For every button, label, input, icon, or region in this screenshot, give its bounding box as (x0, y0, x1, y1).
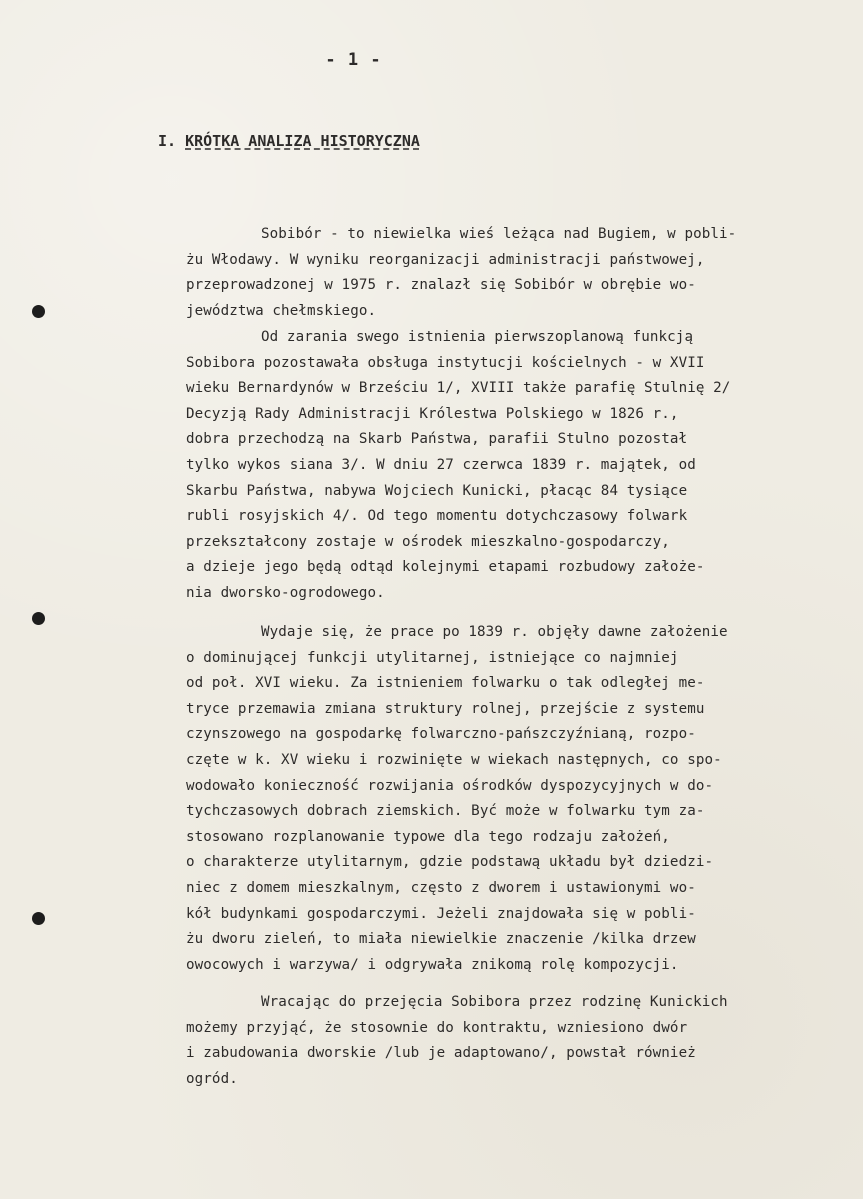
text-line: Wracając do przejęcia Sobibora przez rodzinę Kunickich (261, 994, 728, 1010)
text-line: ogród. (186, 1070, 238, 1087)
text-line: czynszowego na gospodarkę folwarczno-pańszczyźnianą, rozpo- (186, 726, 696, 743)
punch-hole-mark (32, 305, 45, 318)
text-line: Od zarania swego istnienia pierwszoplanową funkcją (261, 329, 694, 345)
text-line: niec z domem mieszkalnym, często z dworem i ustawionymi wo- (186, 879, 696, 896)
punch-hole-mark (32, 912, 45, 925)
text-line: o dominującej funkcji utylitarnej, istniejące co najmniej (186, 649, 679, 666)
section-heading (158, 132, 420, 150)
text-line: od poł. XVI wieku. Za istnieniem folwarku o tak odległej me- (186, 675, 705, 692)
text-line: kół budynkami gospodarczymi. Jeżeli znajdowała się w pobli- (186, 905, 696, 922)
text-line: żu dworu zieleń, to miała niewielkie znaczenie /kilka drzew (186, 931, 696, 948)
paragraph (186, 222, 846, 324)
paragraph (186, 325, 846, 607)
text-line: a dzieje jego będą odtąd kolejnymi etapami rozbudowy założe- (186, 559, 705, 576)
text-line: nia dworsko-ogrodowego. (186, 584, 385, 601)
text-line: przekształcony zostaje w ośrodek mieszkalno-gospodarczy, (186, 533, 670, 550)
text-line: owocowych i warzywa/ i odgrywała znikomą rolę kompozycji. (186, 956, 679, 973)
text-line: dobra przechodzą na Skarb Państwa, parafii Stulno pozostał (186, 431, 688, 448)
text-line: przeprowadzonej w 1975 r. znalazł się Sobibór w obrębie wo- (186, 277, 696, 294)
text-line: Sobibora pozostawała obsługa instytucji kościelnych - w XVII (186, 354, 705, 371)
text-line: Sobibór - to niewielka wieś leżąca nad Bugiem, w pobli- (261, 226, 737, 242)
text-line: jewództwa chełmskiego. (186, 302, 377, 319)
text-line: wieku Bernardynów w Brześciu 1/, XVIII także parafię Stulnię 2/ (186, 380, 731, 397)
text-line: Decyzją Rady Administracji Królestwa Polskiego w 1826 r., (186, 405, 679, 422)
text-line: tylko wykos siana 3/. W dniu 27 czerwca 1839 r. majątek, od (186, 456, 696, 473)
text-line: wodowało konieczność rozwijania ośrodków dyspozycyjnych w do- (186, 777, 714, 794)
paragraph (186, 990, 846, 1092)
page-number: - 1 - (325, 50, 382, 70)
text-line: Skarbu Państwa, nabywa Wojciech Kunicki, płacąc 84 tysiące (186, 482, 688, 499)
text-line: możemy przyjąć, że stosownie do kontraktu, wzniesiono dwór (186, 1019, 688, 1036)
text-line: Wydaje się, że prace po 1839 r. objęły dawne założenie (261, 624, 728, 640)
section-title: KRÓTKA ANALIZA HISTORYCZNA (185, 132, 420, 150)
section-number: I. (158, 132, 177, 150)
text-line: o charakterze utylitarnym, gdzie podstawą układu był dziedzi- (186, 854, 714, 871)
text-line: stosowano rozplanowanie typowe dla tego rodzaju założeń, (186, 828, 670, 845)
text-line: żu Włodawy. W wyniku reorganizacji administracji państwowej, (186, 251, 705, 268)
text-line: częte w k. XV wieku i rozwinięte w wiekach następnych, co spo- (186, 751, 722, 768)
punch-hole-mark (32, 612, 45, 625)
text-line: i zabudowania dworskie /lub je adaptowano/, powstał również (186, 1045, 696, 1062)
text-line: tryce przemawia zmiana struktury rolnej, przejście z systemu (186, 700, 705, 717)
text-line: tychczasowych dobrach ziemskich. Być może w folwarku tym za- (186, 803, 705, 820)
text-line: rubli rosyjskich 4/. Od tego momentu dotychczasowy folwark (186, 508, 688, 525)
paragraph (186, 620, 846, 978)
